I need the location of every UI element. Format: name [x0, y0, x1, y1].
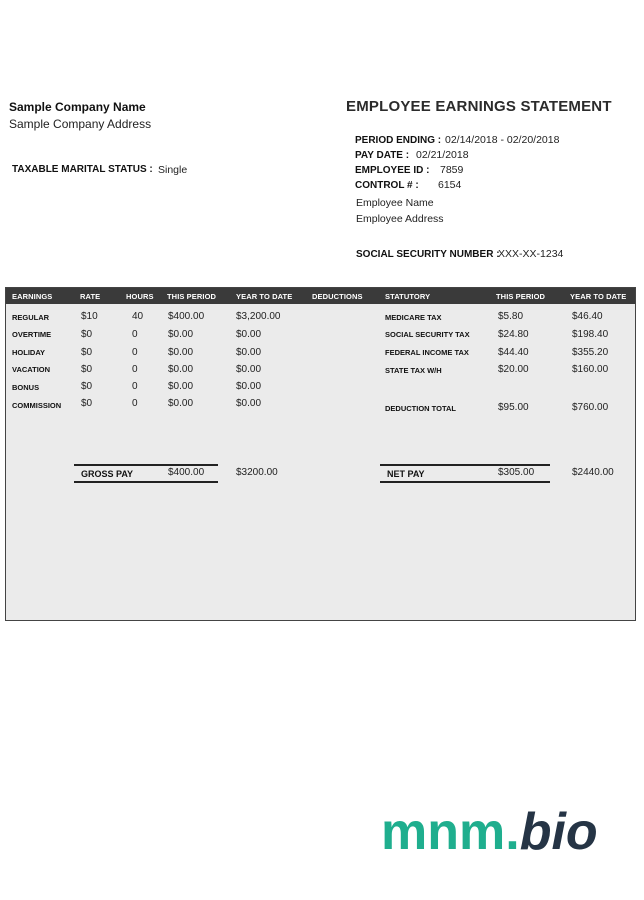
statutory-this-period: $44.40	[498, 347, 529, 358]
employee-name: Employee Name	[356, 197, 434, 209]
logo-part-bio: bio	[519, 803, 598, 861]
header-this-period-statutory: THIS PERIOD	[496, 292, 546, 301]
gross-pay-this-period: $400.00	[168, 467, 205, 478]
net-pay-top-rule	[380, 464, 550, 466]
earning-this-period: $0.00	[168, 347, 194, 358]
ssn-label: SOCIAL SECURITY NUMBER :	[356, 249, 500, 260]
gross-pay-bottom-rule	[74, 481, 218, 483]
earning-this-period: $0.00	[168, 381, 194, 392]
earning-rate: $10	[81, 311, 98, 322]
earning-this-period: $400.00	[168, 311, 205, 322]
gross-pay-ytd: $3200.00	[236, 467, 278, 478]
statutory-ytd: $198.40	[572, 329, 609, 340]
header-rate: RATE	[80, 292, 101, 301]
statutory-ytd: $355.20	[572, 347, 609, 358]
pay-date-value: 02/21/2018	[416, 149, 469, 161]
statutory-ytd: $160.00	[572, 364, 609, 375]
earning-label: REGULAR	[12, 313, 50, 322]
employee-id-value: 7859	[440, 164, 464, 176]
employee-address: Employee Address	[356, 213, 444, 225]
earning-ytd: $3,200.00	[236, 311, 281, 322]
earning-label: BONUS	[12, 383, 40, 392]
earning-rate: $0	[81, 398, 93, 409]
table-header	[6, 288, 635, 304]
net-pay-this-period: $305.00	[498, 467, 535, 478]
ssn-value: XXX-XX-1234	[498, 248, 564, 260]
gross-pay-label: GROSS PAY	[81, 469, 134, 479]
statutory-this-period: $5.80	[498, 311, 524, 322]
statutory-label: STATE TAX W/H	[385, 366, 442, 375]
control-number-value: 6154	[438, 179, 462, 191]
earning-rate: $0	[81, 364, 93, 375]
earning-this-period: $0.00	[168, 398, 194, 409]
earning-hours: 0	[132, 347, 138, 358]
earning-hours: 0	[132, 364, 138, 375]
marital-status-value: Single	[158, 164, 188, 176]
statutory-ytd: $46.40	[572, 311, 603, 322]
earnings-panel	[5, 287, 636, 621]
mnm-bio-logo	[381, 803, 598, 861]
company-address: Sample Company Address	[9, 117, 152, 131]
earning-ytd: $0.00	[236, 381, 262, 392]
earning-rate: $0	[81, 329, 93, 340]
document-title: EMPLOYEE EARNINGS STATEMENT	[346, 98, 612, 115]
period-ending-value: 02/14/2018 - 02/20/2018	[445, 134, 560, 146]
marital-status-label: TAXABLE MARITAL STATUS :	[12, 164, 153, 175]
earning-ytd: $0.00	[236, 347, 262, 358]
statutory-label: FEDERAL INCOME TAX	[385, 348, 469, 357]
earning-hours: 40	[132, 311, 144, 322]
statutory-label: MEDICARE TAX	[385, 313, 442, 322]
statutory-this-period: $20.00	[498, 364, 529, 375]
statutory-this-period: $24.80	[498, 329, 529, 340]
gross-pay-top-rule	[74, 464, 218, 466]
earning-label: HOLIDAY	[12, 348, 46, 357]
header-this-period: THIS PERIOD	[167, 292, 217, 301]
earning-label: OVERTIME	[12, 330, 52, 339]
header-hours: HOURS	[126, 292, 154, 301]
header-year-to-date: YEAR TO DATE	[236, 292, 293, 301]
earning-label: VACATION	[12, 365, 51, 374]
earning-this-period: $0.00	[168, 364, 194, 375]
control-number-label: CONTROL # :	[355, 180, 419, 191]
pay-date-label: PAY DATE :	[355, 150, 410, 161]
earning-hours: 0	[132, 381, 138, 392]
deduction-total-ytd: $760.00	[572, 402, 609, 413]
period-ending-label: PERIOD ENDING :	[355, 135, 442, 146]
net-pay-label: NET PAY	[387, 469, 425, 479]
earning-ytd: $0.00	[236, 329, 262, 340]
statutory-label: SOCIAL SECURITY TAX	[385, 330, 470, 339]
header-deductions: DEDUCTIONS	[312, 292, 363, 301]
deduction-total-this-period: $95.00	[498, 402, 529, 413]
earning-label: COMMISSION	[12, 401, 62, 410]
employee-id-label: EMPLOYEE ID :	[355, 165, 430, 176]
earning-rate: $0	[81, 381, 93, 392]
earning-this-period: $0.00	[168, 329, 194, 340]
earning-hours: 0	[132, 398, 138, 409]
earning-rate: $0	[81, 347, 93, 358]
net-pay-bottom-rule	[380, 481, 550, 483]
header-statutory: STATUTORY	[385, 292, 431, 301]
net-pay-ytd: $2440.00	[572, 467, 614, 478]
company-name: Sample Company Name	[9, 100, 146, 114]
header-year-to-date-statutory: YEAR TO DATE	[570, 292, 627, 301]
header-earnings: EARNINGS	[12, 292, 53, 301]
earning-ytd: $0.00	[236, 398, 262, 409]
earning-ytd: $0.00	[236, 364, 262, 375]
deduction-total-label: DEDUCTION TOTAL	[385, 404, 456, 413]
logo-part-mnm: mnm.	[381, 803, 520, 861]
earning-hours: 0	[132, 329, 138, 340]
